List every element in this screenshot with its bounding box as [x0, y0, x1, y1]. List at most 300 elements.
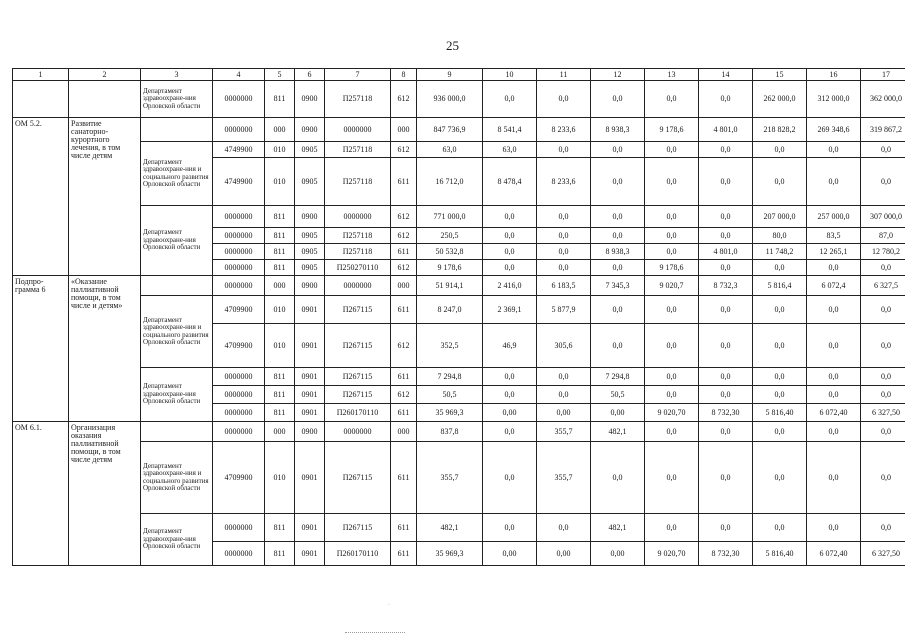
table-cell: 0,0 [537, 386, 591, 404]
table-cell: 0,0 [753, 422, 807, 442]
table-cell: 0,0 [591, 142, 645, 158]
table-cell: 0900 [295, 118, 325, 142]
measure-name: Организация оказания паллиативной помощи, в том числе детям [69, 422, 141, 566]
table-cell: 0000000 [213, 404, 265, 422]
subprogram-code: Подпро-грамма 6 [13, 276, 69, 422]
table-cell: 0,0 [537, 368, 591, 386]
table-cell: 0,0 [699, 158, 753, 206]
table-cell: 611 [391, 514, 417, 542]
table-cell: 0,0 [699, 206, 753, 228]
table-cell: 50,5 [591, 386, 645, 404]
table-cell: 0901 [295, 442, 325, 514]
table-cell: 0,0 [861, 386, 905, 404]
table-cell: 0,0 [861, 442, 905, 514]
table-cell: 0,0 [807, 514, 861, 542]
table-cell: П267115 [325, 368, 391, 386]
table-cell: 611 [391, 296, 417, 324]
table-cell: 0,0 [591, 228, 645, 244]
table-cell: П257118 [325, 228, 391, 244]
table-cell: 6 327,5 [861, 276, 905, 296]
table-cell: 9 178,6 [417, 260, 483, 276]
table-cell: 50,5 [417, 386, 483, 404]
executor-cell: Департамент здравоохране-ния и социального развития Орловской области [141, 442, 213, 514]
table-cell: 250,5 [417, 228, 483, 244]
executor-cell: Департамент здравоохране-ния Орловской области [141, 514, 213, 566]
table-cell: 35 969,3 [417, 542, 483, 566]
table-row [13, 296, 905, 324]
table-cell: П267115 [325, 386, 391, 404]
table-cell: 63,0 [417, 142, 483, 158]
table-cell: 87,0 [861, 228, 905, 244]
table-cell: 0000000 [213, 244, 265, 260]
table-cell: 0,0 [645, 81, 699, 118]
table-cell: 4709900 [213, 324, 265, 368]
measure-code: ОМ 6.1. [13, 422, 69, 566]
table-cell: 0,0 [645, 368, 699, 386]
table-cell: 0900 [295, 276, 325, 296]
table-cell: 0,0 [807, 442, 861, 514]
table-cell: 8 541,4 [483, 118, 537, 142]
table-cell: 0,0 [483, 422, 537, 442]
table-cell: 0,0 [483, 442, 537, 514]
table-cell: 0,0 [807, 260, 861, 276]
table-cell: 010 [265, 158, 295, 206]
table-cell: 847 736,9 [417, 118, 483, 142]
table-cell: 7 345,3 [591, 276, 645, 296]
table-cell: 4709900 [213, 296, 265, 324]
column-number-row [13, 69, 905, 81]
table-cell: 482,1 [591, 514, 645, 542]
measure-name: Развитие санаторно-курортного лечения, в том числе детям [69, 118, 141, 276]
table-cell: 5 877,9 [537, 296, 591, 324]
table-cell: 51 914,1 [417, 276, 483, 296]
executor-cell: Департамент здравоохране-ния и социального развития Орловской области [141, 296, 213, 368]
table-row [13, 276, 905, 296]
table-cell: 0,0 [537, 260, 591, 276]
col-header: 13 [645, 69, 699, 81]
subprogram-name: «Оказание паллиативной помощи, в том числе и детям» [69, 276, 141, 422]
table-cell: 0,0 [645, 296, 699, 324]
table-cell: 0,0 [645, 228, 699, 244]
table-cell: 0,0 [753, 386, 807, 404]
table-cell: 0,0 [537, 228, 591, 244]
table-cell: 611 [391, 404, 417, 422]
table-cell: 612 [391, 81, 417, 118]
table-cell: 0,0 [645, 514, 699, 542]
table-cell: 4 801,0 [699, 118, 753, 142]
table-cell: 0905 [295, 142, 325, 158]
table-cell: 0,0 [591, 81, 645, 118]
table-cell: 811 [265, 260, 295, 276]
table-cell: 612 [391, 260, 417, 276]
table-cell: П267115 [325, 514, 391, 542]
table-cell: 0,0 [645, 142, 699, 158]
table-cell: 0905 [295, 228, 325, 244]
table-cell: 0000000 [213, 514, 265, 542]
table-cell: 0,0 [861, 422, 905, 442]
table-cell: 611 [391, 542, 417, 566]
table-cell: 000 [391, 276, 417, 296]
table-cell: 6 072,4 [807, 276, 861, 296]
table-cell: 355,7 [537, 422, 591, 442]
table-cell: 0000000 [213, 206, 265, 228]
table-cell: 8 247,0 [417, 296, 483, 324]
table-cell: 8 732,3 [699, 276, 753, 296]
table-cell: 811 [265, 514, 295, 542]
table-cell: 000 [391, 118, 417, 142]
table-cell: 612 [391, 228, 417, 244]
table-cell: 811 [265, 206, 295, 228]
table-cell: 8 478,4 [483, 158, 537, 206]
table-cell: 6 327,50 [861, 542, 905, 566]
table-cell: 9 020,70 [645, 404, 699, 422]
table-cell: 0,0 [591, 442, 645, 514]
table-cell: 0,0 [699, 260, 753, 276]
table-cell: 6 072,40 [807, 404, 861, 422]
table-cell: 0,0 [807, 324, 861, 368]
empty-cell [141, 422, 213, 442]
col-header: 14 [699, 69, 753, 81]
table-cell: 6 327,50 [861, 404, 905, 422]
table-cell: 0,0 [753, 368, 807, 386]
table-cell: 8 233,6 [537, 118, 591, 142]
table-cell: 0,0 [483, 514, 537, 542]
table-cell: 319 867,2 [861, 118, 905, 142]
table-cell: 0,0 [483, 81, 537, 118]
table-cell: 0,0 [483, 368, 537, 386]
table-cell: 5 816,40 [753, 404, 807, 422]
table-cell: 2 416,0 [483, 276, 537, 296]
table-cell: 0,0 [807, 368, 861, 386]
table-cell: 0901 [295, 542, 325, 566]
table-cell: 355,7 [417, 442, 483, 514]
executor-cell: Департамент здравоохране-ния и социального развития Орловской области [141, 142, 213, 206]
table-cell: 0,0 [645, 206, 699, 228]
table-cell: 0,0 [753, 260, 807, 276]
table-cell: 16 712,0 [417, 158, 483, 206]
table-cell: 83,5 [807, 228, 861, 244]
table-cell: 0900 [295, 206, 325, 228]
table-cell: 811 [265, 542, 295, 566]
table-cell: 0,00 [483, 542, 537, 566]
table-cell: 4749900 [213, 158, 265, 206]
table-cell: 0905 [295, 158, 325, 206]
table-cell: 936 000,0 [417, 81, 483, 118]
table-cell: 0,0 [861, 142, 905, 158]
table-cell: 000 [265, 422, 295, 442]
table-cell: 0,0 [861, 296, 905, 324]
table-cell: 0,0 [699, 228, 753, 244]
table-cell: 0,00 [537, 404, 591, 422]
table-cell: 35 969,3 [417, 404, 483, 422]
table-cell: 0,0 [483, 206, 537, 228]
table-cell: 0,0 [591, 158, 645, 206]
budget-table [12, 68, 905, 566]
table-cell: 811 [265, 244, 295, 260]
page-number: 25 [446, 38, 459, 53]
table-cell: 0,00 [591, 404, 645, 422]
table-cell: П267115 [325, 442, 391, 514]
table-row [13, 142, 905, 158]
table-cell: 355,7 [537, 442, 591, 514]
table-cell: 8 732,30 [699, 542, 753, 566]
table-cell: 771 000,0 [417, 206, 483, 228]
table-cell: 0901 [295, 324, 325, 368]
table-cell: 0,0 [699, 422, 753, 442]
col-header: 7 [325, 69, 391, 81]
table-cell: 9 178,6 [645, 118, 699, 142]
table-cell: 8 938,3 [591, 244, 645, 260]
table-cell: 0,0 [699, 324, 753, 368]
table-cell: 8 233,6 [537, 158, 591, 206]
col-header: 6 [295, 69, 325, 81]
col-header: 4 [213, 69, 265, 81]
table-cell: 8 732,30 [699, 404, 753, 422]
table-cell: 0000000 [213, 81, 265, 118]
table-cell: 611 [391, 442, 417, 514]
table-cell: 0,00 [483, 404, 537, 422]
table-cell: 7 294,8 [417, 368, 483, 386]
table-cell: 4749900 [213, 142, 265, 158]
table-cell: П257118 [325, 158, 391, 206]
table-cell: 0,0 [753, 296, 807, 324]
table-cell: 6 183,5 [537, 276, 591, 296]
table-cell: 0901 [295, 514, 325, 542]
table-cell: 0000000 [213, 542, 265, 566]
table-cell: 0,0 [699, 442, 753, 514]
table-cell: 0000000 [213, 228, 265, 244]
table-cell: 010 [265, 324, 295, 368]
table-cell: 0900 [295, 81, 325, 118]
table-cell: 9 020,70 [645, 542, 699, 566]
table-cell: 307 000,0 [861, 206, 905, 228]
col-header: 2 [69, 69, 141, 81]
col-header: 5 [265, 69, 295, 81]
table-cell: 63,0 [483, 142, 537, 158]
table-cell: 257 000,0 [807, 206, 861, 228]
table-cell: 0000000 [213, 368, 265, 386]
table-cell: 2 369,1 [483, 296, 537, 324]
empty-cell [13, 81, 69, 118]
table-cell: 4709900 [213, 442, 265, 514]
table-cell: 482,1 [591, 422, 645, 442]
table-cell: 0901 [295, 386, 325, 404]
table-cell: 0,00 [537, 542, 591, 566]
table-cell: 010 [265, 142, 295, 158]
table-cell: 0,0 [645, 422, 699, 442]
table-row [13, 368, 905, 386]
table-cell: 12 780,2 [861, 244, 905, 260]
table-cell: 5 816,40 [753, 542, 807, 566]
table-cell: 0,0 [645, 324, 699, 368]
table-cell: П250270110 [325, 260, 391, 276]
table-cell: 207 000,0 [753, 206, 807, 228]
table-cell: 000 [265, 276, 295, 296]
table-cell: 0,0 [699, 514, 753, 542]
col-header: 16 [807, 69, 861, 81]
table-cell: 0000000 [325, 422, 391, 442]
table-cell: 0,0 [483, 386, 537, 404]
table-cell: 0,0 [807, 386, 861, 404]
table-cell: 269 348,6 [807, 118, 861, 142]
table-cell: 0905 [295, 244, 325, 260]
table-cell: 0,0 [699, 81, 753, 118]
table-cell: 0,0 [537, 514, 591, 542]
table-cell: 0,0 [861, 368, 905, 386]
executor-cell: Департамент здравоохране-ния Орловской области [141, 81, 213, 118]
col-header: 3 [141, 69, 213, 81]
table-cell: 0,0 [645, 386, 699, 404]
table-cell: П257118 [325, 142, 391, 158]
table-row [13, 514, 905, 542]
scan-line [345, 632, 405, 633]
table-cell: 611 [391, 244, 417, 260]
table-cell: 0,0 [753, 158, 807, 206]
table-cell: 811 [265, 81, 295, 118]
table-cell: 0,0 [483, 260, 537, 276]
table-cell: 0,0 [591, 260, 645, 276]
col-header: 15 [753, 69, 807, 81]
table-cell: 46,9 [483, 324, 537, 368]
table-cell: 612 [391, 324, 417, 368]
executor-cell: Департамент здравоохране-ния Орловской области [141, 368, 213, 422]
table-cell: 0000000 [325, 118, 391, 142]
table-cell: 0000000 [213, 422, 265, 442]
table-cell: 5 816,4 [753, 276, 807, 296]
table-cell: 0,0 [699, 368, 753, 386]
col-header: 12 [591, 69, 645, 81]
table-cell: 0,0 [753, 442, 807, 514]
table-cell: 0000000 [325, 206, 391, 228]
table-cell: 0000000 [213, 276, 265, 296]
empty-cell [141, 276, 213, 296]
table-cell: 0,0 [807, 158, 861, 206]
table-cell: 611 [391, 158, 417, 206]
empty-cell [69, 81, 141, 118]
table-cell: 0000000 [325, 276, 391, 296]
table-cell: 8 938,3 [591, 118, 645, 142]
table-row [13, 81, 905, 118]
table-cell: 0,0 [645, 442, 699, 514]
table-cell: 0,0 [807, 422, 861, 442]
table-cell: 0901 [295, 368, 325, 386]
table-cell: 0,0 [537, 206, 591, 228]
table-cell: 218 828,2 [753, 118, 807, 142]
table-cell: 837,8 [417, 422, 483, 442]
table-cell: 262 000,0 [753, 81, 807, 118]
table-cell: П257118 [325, 244, 391, 260]
table-cell: 0,0 [537, 142, 591, 158]
table-cell: 0901 [295, 404, 325, 422]
table-cell: 0000000 [213, 386, 265, 404]
table-cell: 0,0 [537, 81, 591, 118]
table-cell: 4 801,0 [699, 244, 753, 260]
table-cell: 0,0 [645, 244, 699, 260]
table-cell: 0,0 [861, 324, 905, 368]
table-cell: 0,00 [591, 542, 645, 566]
table-cell: 0900 [295, 422, 325, 442]
table-cell: П267115 [325, 324, 391, 368]
table-cell: 50 532,8 [417, 244, 483, 260]
table-cell: П260170110 [325, 542, 391, 566]
table-cell: 0000000 [213, 118, 265, 142]
table-cell: 000 [265, 118, 295, 142]
table-cell: 0,0 [699, 296, 753, 324]
table-cell: 0,0 [591, 296, 645, 324]
col-header: 11 [537, 69, 591, 81]
col-header: 17 [861, 69, 905, 81]
table-cell: 612 [391, 142, 417, 158]
table-cell: П260170110 [325, 404, 391, 422]
col-header: 10 [483, 69, 537, 81]
table-cell: 0,0 [483, 228, 537, 244]
table-cell: 0,0 [861, 158, 905, 206]
table-cell: 612 [391, 386, 417, 404]
table-cell: 9 020,7 [645, 276, 699, 296]
table-cell: 11 748,2 [753, 244, 807, 260]
table-cell: 000 [391, 422, 417, 442]
col-header: 9 [417, 69, 483, 81]
table-cell: 80,0 [753, 228, 807, 244]
table-cell: П267115 [325, 296, 391, 324]
table-row [13, 422, 905, 442]
table-cell: 6 072,40 [807, 542, 861, 566]
table-cell: 0,0 [753, 324, 807, 368]
table-cell: 0,0 [699, 142, 753, 158]
table-cell: 811 [265, 228, 295, 244]
table-cell: 811 [265, 404, 295, 422]
table-cell: 0,0 [807, 296, 861, 324]
table-cell: 811 [265, 368, 295, 386]
table-cell: 0,0 [753, 142, 807, 158]
table-cell: 0,0 [591, 324, 645, 368]
table-cell: 0,0 [483, 244, 537, 260]
table-row [13, 206, 905, 228]
table-cell: 12 265,1 [807, 244, 861, 260]
table-cell: 0,0 [645, 158, 699, 206]
table-cell: 010 [265, 442, 295, 514]
table-cell: 611 [391, 368, 417, 386]
table-cell: 0,0 [699, 386, 753, 404]
table-cell: 0,0 [537, 244, 591, 260]
col-header: 8 [391, 69, 417, 81]
table-cell: 0,0 [861, 514, 905, 542]
table-row [13, 118, 905, 142]
empty-cell [141, 118, 213, 142]
table-cell: 305,6 [537, 324, 591, 368]
table-cell: 010 [265, 296, 295, 324]
table-row [13, 442, 905, 514]
table-cell: 0,0 [807, 142, 861, 158]
table-cell: 811 [265, 386, 295, 404]
executor-cell: Департамент здравоохране-ния Орловской области [141, 206, 213, 276]
scan-mark: · [388, 602, 390, 608]
table-cell: 0901 [295, 296, 325, 324]
table-cell: 0905 [295, 260, 325, 276]
table-cell: 0000000 [213, 260, 265, 276]
table-cell: 9 178,6 [645, 260, 699, 276]
table-cell: 352,5 [417, 324, 483, 368]
table-cell: 612 [391, 206, 417, 228]
table-cell: 482,1 [417, 514, 483, 542]
col-header: 1 [13, 69, 69, 81]
table-cell: 0,0 [591, 206, 645, 228]
table-cell: П257118 [325, 81, 391, 118]
measure-code: ОМ 5.2. [13, 118, 69, 276]
table-cell: 7 294,8 [591, 368, 645, 386]
table-cell: 0,0 [861, 260, 905, 276]
table-cell: 0,0 [753, 514, 807, 542]
